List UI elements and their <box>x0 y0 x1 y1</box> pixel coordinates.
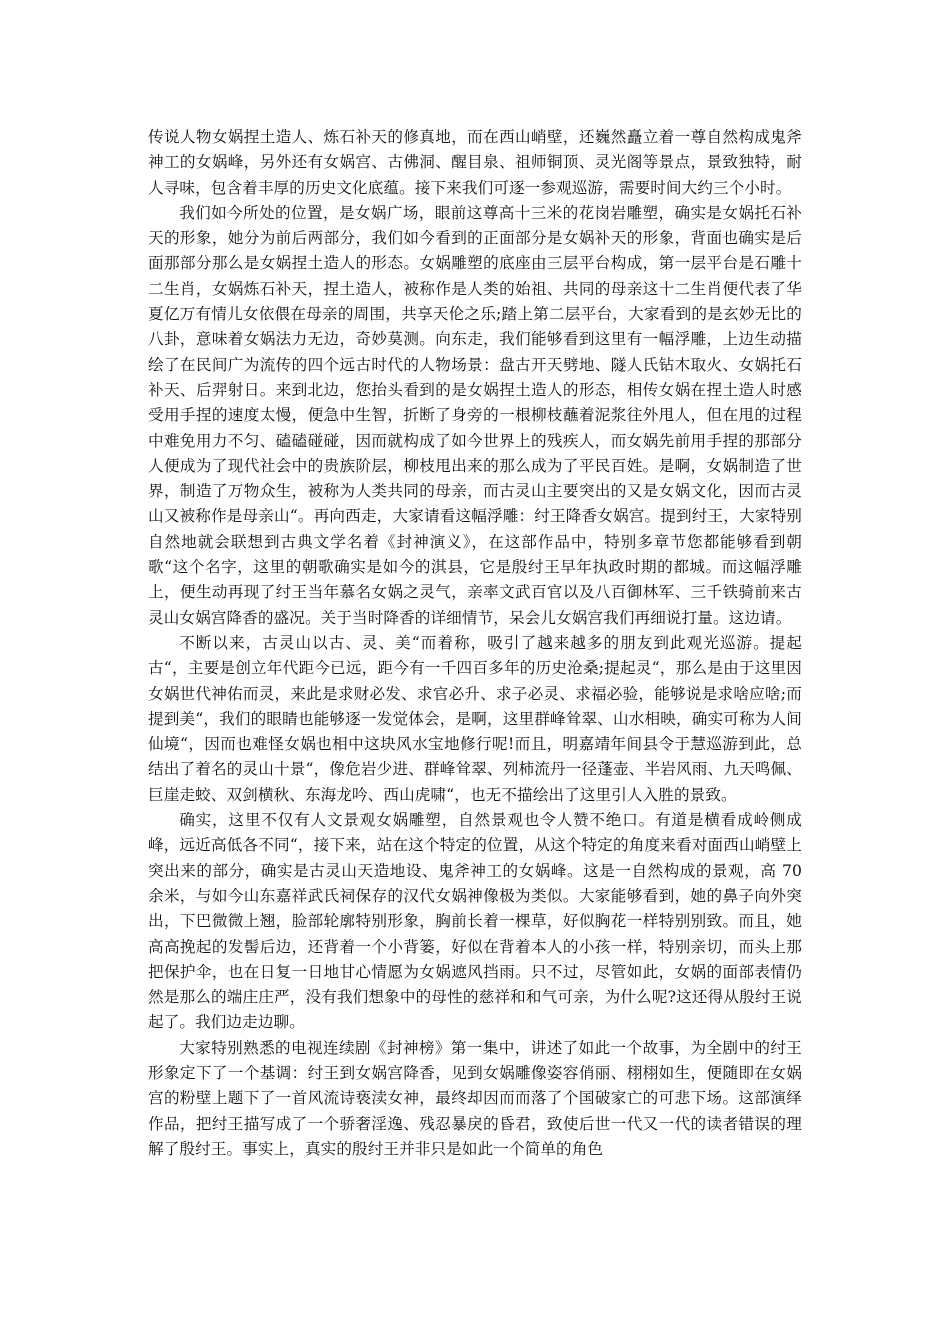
paragraph: 不断以来，古灵山以古、灵、美“而着称，吸引了越来越多的朋友到此观光巡游。提起古“，主要是创立年代距今已远，距今有一千四百多年的历史沧桑;提起灵“，那么是由于这里因女娲世代神佑而灵，来此是求财必发、求官必升、求子必灵、求福必验，能够说是求啥应啥;而提到美“，我们的眼睛也能够逐一发觉体会，是啊，这里群峰耸翠、山水相映，确实可称为人间仙境“，因而也难怪女娲也相中这块风水宝地修行呢!而且，明嘉靖年间县令于慧巡游到此，总结出了着名的灵山十景“，像危岩少进、群峰耸翠、列柿流丹一径蓬壶、半岩风雨、九天鸣佩、巨崖走蛟、双剑横秋、东海龙吟、西山虎啸“，也无不描绘出了这里引人入胜的景致。 <box>148 633 802 804</box>
paragraph: 我们如今所处的位置，是女娲广场，眼前这尊高十三米的花岗岩雕塑，确实是女娲托石补天的形象，她分为前后两部分，我们如今看到的正面部分是女娲补天的形象，背面也确实是后面那部分那么是女娲捏土造人的形态。女娲雕塑的底座由三层平台构成，第一层平台是石雕十二生肖，女娲炼石补天，捏土造人，被称作是人类的始祖、共同的母亲这十二生肖便代表了华夏亿万有情儿女依偎在母亲的周围，共享天伦之乐;踏上第二层平台，大家看到的是玄妙无比的八卦，意味着女娲法力无边，奇妙莫测。向东走，我们能够看到这里有一幅浮雕，上边生动描绘了在民间广为流传的四个远古时代的人物场景：盘古开天劈地、隧人氏钻木取火、女娲托石补天、后羿射日。来到北边，您抬头看到的是女娲捏土造人的形态，相传女娲在捏土造人时感受用手捏的速度太慢，便急中生智，折断了身旁的一根柳枝蘸着泥浆往外甩人，但在甩的过程中难免用力不匀、磕磕碰碰，因而就构成了如今世界上的残疾人，而女娲先前用手捏的那部分人便成为了现代社会中的贵族阶层，柳枝甩出来的那么成为了平民百姓。是啊，女娲制造了世界，制造了万物众生，被称为人类共同的母亲，而古灵山主要突出的又是女娲文化，因而古灵山又被称作是母亲山“。再向西走，大家请看这幅浮雕：纣王降香女娲宫。提到纣王，大家特别自然地就会联想到古典文学名着《封神演义》，在这部作品中，特别多章节您都能够看到朝歌“这个名字，这里的朝歌确实是如今的淇县，它是殷纣王早年执政时期的都城。而这幅浮雕上，便生动再现了纣王当年慕名女娲之灵气，亲率文武百官以及八百御林军、三千铁骑前来古灵山女娲宫降香的盛况。关于当时降香的详细情节，呆会儿女娲宫我们再细说打量。这边请。 <box>148 203 802 627</box>
paragraph: 确实，这里不仅有人文景观女娲雕塑，自然景观也令人赞不绝口。有道是横看成岭侧成峰，远近高低各不同“，接下来，站在这个特定的位置，从这个特定的角度来看对面西山峭壁上突出来的部分，确实是古灵山天造地设、鬼斧神工的女娲峰。这是一自然构成的景观，高 70 余米，与如今山东嘉祥武氏祠保存的汉代女娲神像极为类似。大家能够看到，她的鼻子向外突出，下巴微微上翘，脸部轮廓特别形象，胸前长着一棵草，好似胸花一样特别别致。而且，她高高挽起的发髻后边，还背着一个小背篓，好似在背着本人的小孩一样，特别亲切，而头上那把保护伞，也在日复一日地甘心情愿为女娲遮风挡雨。只不过，尽管如此，女娲的面部表情仍然是那么的端庄庄严，没有我们想象中的母性的慈祥和和气可亲，为什么呢?这还得从殷纣王说起了。我们边走边聊。 <box>148 811 802 1032</box>
document-body <box>148 125 802 1162</box>
paragraph: 大家特别熟悉的电视连续剧《封神榜》第一集中，讲述了如此一个故事，为全剧中的纣王形象定下了一个基调：纣王到女娲宫降香，见到女娲雕像姿容俏丽、栩栩如生，便随即在女娲宫的粉壁上题下了一首风流诗亵渎女神，最终却因而而落了个国破家亡的可悲下场。这部演绎作品，把纣王描写成了一个骄奢淫逸、残忍暴戾的昏君，致使后世一代又一代的读者错误的理解了殷纣王。事实上，真实的殷纣王并非只是如此一个简单的角色 <box>148 1038 802 1158</box>
paragraph: 传说人物女娲捏土造人、炼石补天的修真地，而在西山峭壁，还巍然矗立着一尊自然构成鬼斧神工的女娲峰，另外还有女娲宫、古佛洞、醒目泉、祖师铜顶、灵光阁等景点，景致独特，耐人寻味，包含着丰厚的历史文化底蕴。接下来我们可逐一参观巡游，需要时间大约三个小时。 <box>148 128 802 197</box>
